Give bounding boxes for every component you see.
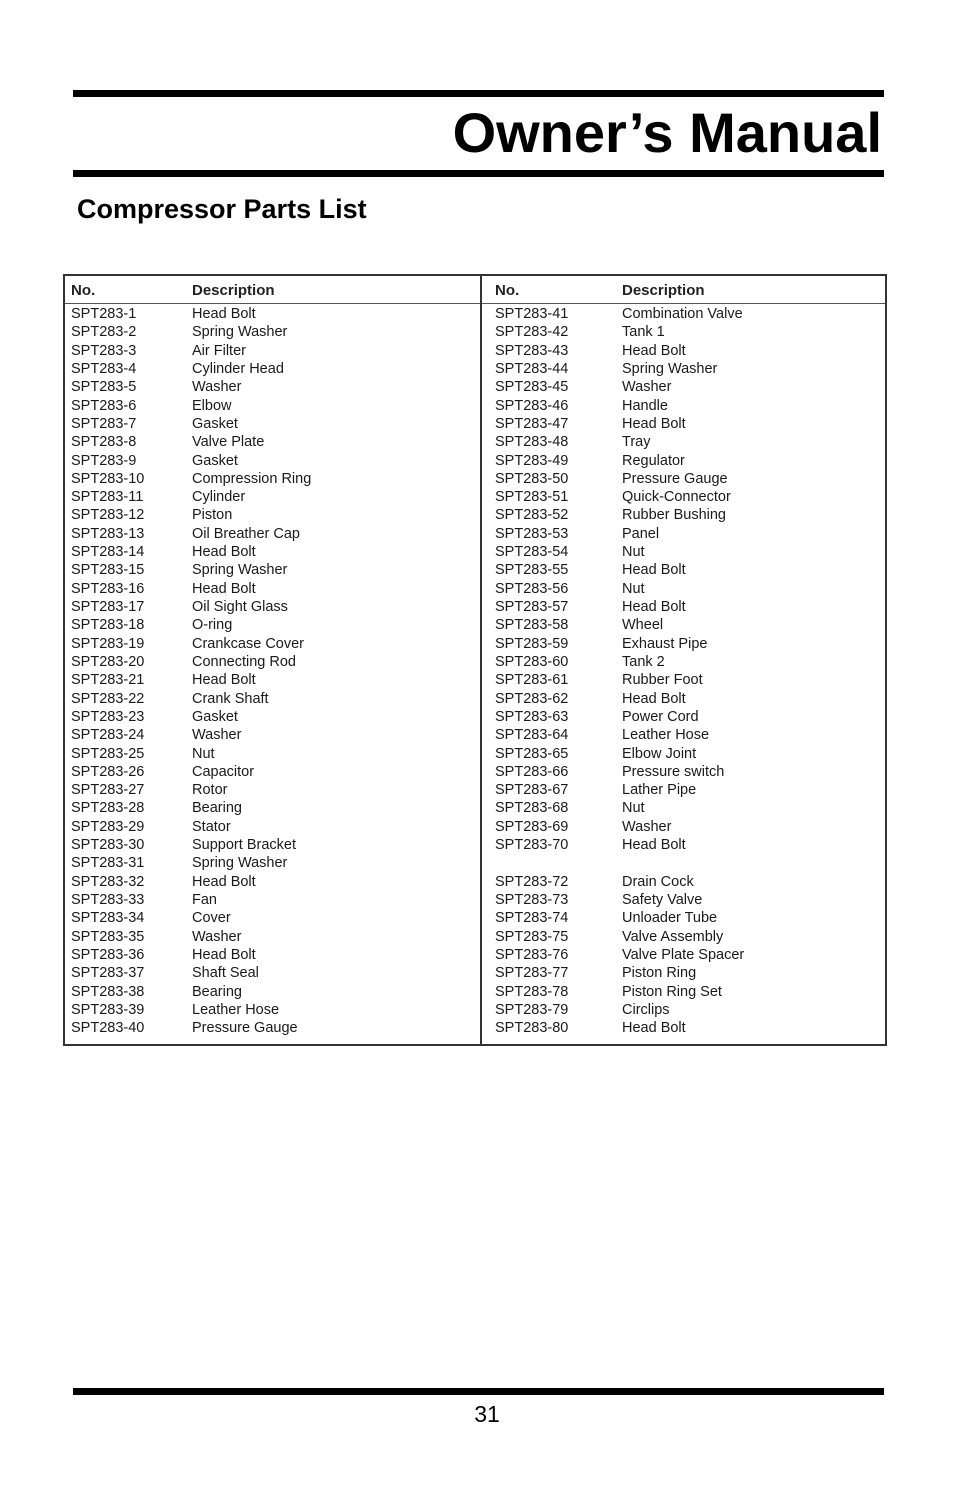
part-number-cell: SPT283-75	[495, 928, 569, 945]
part-number-cell: SPT283-31	[71, 855, 145, 872]
right-description-column	[622, 305, 744, 1038]
part-description-cell: Handle	[622, 397, 668, 414]
part-description-cell: Head Bolt	[192, 544, 256, 561]
part-number-cell: SPT283-61	[495, 672, 569, 689]
part-number-cell: SPT283-24	[71, 727, 145, 744]
section-title: Compressor Parts List	[77, 194, 367, 224]
part-number-cell: SPT283-48	[495, 434, 569, 451]
part-number-cell: SPT283-51	[495, 489, 569, 506]
part-number-cell: SPT283-60	[495, 653, 569, 670]
part-description-cell: Spring Washer	[192, 855, 288, 872]
part-number-cell: SPT283-18	[71, 617, 145, 634]
part-number-cell: SPT283-3	[71, 342, 137, 359]
part-description-cell: Head Bolt	[622, 342, 686, 359]
part-description-cell: Nut	[622, 580, 645, 597]
part-description-cell: Head Bolt	[192, 580, 256, 597]
part-number-cell: SPT283-8	[71, 434, 137, 451]
part-description-cell: Shaft Seal	[192, 965, 259, 982]
part-description-cell: Rotor	[192, 782, 228, 799]
part-description-cell	[622, 854, 744, 872]
part-number-cell	[495, 854, 568, 872]
part-number-cell: SPT283-67	[495, 782, 569, 799]
top-rule	[73, 90, 884, 97]
part-number-cell: SPT283-80	[495, 1020, 569, 1037]
part-number-cell: SPT283-43	[495, 342, 569, 359]
part-description-cell: Cylinder	[192, 489, 246, 506]
part-number-cell: SPT283-77	[495, 965, 569, 982]
part-number-cell: SPT283-25	[71, 745, 145, 762]
part-description-cell: Head Bolt	[622, 837, 686, 854]
part-description-cell: Head Bolt	[622, 599, 686, 615]
parts-table	[63, 274, 887, 1046]
part-description-cell: Washer	[622, 379, 672, 396]
part-description-cell: Gasket	[192, 708, 238, 725]
part-number-cell: SPT283-17	[71, 599, 145, 615]
part-description-cell: Combination Valve	[622, 306, 743, 322]
part-description-cell: Wheel	[622, 617, 664, 634]
part-description-cell: Air Filter	[192, 342, 246, 359]
part-number-cell: SPT283-45	[495, 379, 569, 396]
part-description-cell: Pressure Gauge	[622, 470, 728, 487]
part-number-cell: SPT283-30	[71, 837, 145, 854]
part-description-cell: Washer	[622, 818, 672, 835]
part-description-cell: Head Bolt	[192, 946, 256, 963]
part-description-cell: Oil Breather Cap	[192, 525, 300, 542]
page-title: Owner’s Manual	[452, 101, 882, 164]
part-description-cell: Gasket	[192, 452, 238, 469]
part-number-cell: SPT283-40	[71, 1020, 145, 1037]
part-description-cell: Tank 1	[622, 324, 665, 341]
title-underline-rule	[73, 170, 884, 177]
part-number-cell: SPT283-42	[495, 324, 569, 341]
part-description-cell: Washer	[192, 379, 242, 396]
header-description-left: Description	[192, 282, 275, 299]
part-description-cell: Connecting Rod	[192, 653, 296, 670]
part-description-cell: Power Cord	[622, 708, 699, 725]
part-number-cell: SPT283-76	[495, 946, 569, 963]
part-number-cell: SPT283-14	[71, 544, 145, 561]
part-description-cell: Leather Hose	[622, 727, 710, 744]
part-description-cell: Valve Assembly	[622, 928, 724, 945]
part-number-cell: SPT283-35	[71, 928, 145, 945]
part-number-cell: SPT283-19	[71, 635, 145, 652]
part-description-cell: Washer	[192, 928, 242, 945]
part-description-cell: Capacitor	[192, 763, 255, 780]
part-description-cell: Safety Valve	[622, 892, 703, 908]
part-number-cell: SPT283-37	[71, 965, 145, 982]
header-no-left: No.	[71, 282, 96, 299]
part-number-cell: SPT283-55	[495, 562, 569, 579]
part-description-cell: Oil Sight Glass	[192, 599, 288, 615]
part-number-cell: SPT283-50	[495, 470, 569, 487]
part-description-cell: Bearing	[192, 983, 242, 1000]
part-description-cell: Head Bolt	[622, 690, 686, 707]
part-number-cell: SPT283-6	[71, 397, 137, 414]
part-number-cell: SPT283-70	[495, 837, 569, 854]
part-description-cell: Tank 2	[622, 653, 665, 670]
part-description-cell: Crank Shaft	[192, 690, 269, 707]
table-column-divider	[480, 276, 482, 1044]
part-description-cell: Nut	[192, 745, 215, 762]
part-description-cell: Rubber Foot	[622, 672, 703, 689]
part-number-cell: SPT283-52	[495, 507, 569, 524]
part-description-cell: Washer	[192, 727, 242, 744]
part-number-cell: SPT283-2	[71, 324, 137, 341]
part-number-cell: SPT283-64	[495, 727, 569, 744]
part-description-cell: Spring Washer	[192, 562, 288, 579]
part-number-cell: SPT283-66	[495, 763, 569, 780]
part-number-cell: SPT283-4	[71, 360, 137, 377]
page-number: 31	[474, 1401, 500, 1427]
part-number-cell: SPT283-49	[495, 452, 569, 469]
part-description-cell: Leather Hose	[192, 1001, 280, 1018]
part-number-cell: SPT283-41	[495, 306, 569, 322]
part-description-cell: Rubber Bushing	[622, 507, 726, 524]
part-number-cell: SPT283-38	[71, 983, 145, 1000]
part-description-cell: Lather Pipe	[622, 782, 697, 799]
part-description-cell: Spring Washer	[622, 360, 718, 377]
left-description-column	[192, 305, 311, 1038]
part-description-cell: Nut	[622, 800, 645, 817]
footer-rule	[73, 1388, 884, 1395]
part-description-cell: Circlips	[622, 1001, 670, 1018]
part-number-cell: SPT283-15	[71, 562, 145, 579]
part-description-cell: Head Bolt	[192, 306, 256, 322]
part-number-cell: SPT283-32	[71, 873, 145, 890]
part-description-cell: Valve Plate Spacer	[622, 946, 745, 963]
part-number-cell: SPT283-12	[71, 507, 145, 524]
part-number-cell: SPT283-1	[71, 306, 137, 322]
part-description-cell: Drain Cock	[622, 873, 694, 890]
part-description-cell: O-ring	[192, 617, 233, 634]
part-description-cell: Compression Ring	[192, 470, 312, 487]
part-description-cell: Pressure Gauge	[192, 1020, 298, 1037]
part-number-cell: SPT283-11	[71, 489, 144, 506]
part-description-cell: Gasket	[192, 415, 238, 432]
part-number-cell: SPT283-22	[71, 690, 145, 707]
right-part-number-column	[495, 305, 568, 1038]
part-number-cell: SPT283-9	[71, 452, 137, 469]
part-description-cell: Piston Ring	[622, 965, 697, 982]
part-description-cell: Head Bolt	[622, 1020, 686, 1037]
part-description-cell: Unloader Tube	[622, 910, 718, 927]
part-description-cell: Quick-Connector	[622, 489, 731, 506]
part-description-cell: Elbow	[192, 397, 232, 414]
part-number-cell: SPT283-56	[495, 580, 569, 597]
part-description-cell: Stator	[192, 818, 231, 835]
part-description-cell: Cylinder Head	[192, 360, 284, 377]
part-number-cell: SPT283-72	[495, 873, 569, 890]
part-description-cell: Head Bolt	[622, 415, 686, 432]
part-description-cell: Nut	[622, 544, 645, 561]
part-number-cell: SPT283-20	[71, 653, 145, 670]
part-number-cell: SPT283-78	[495, 983, 569, 1000]
part-number-cell: SPT283-34	[71, 910, 145, 927]
part-description-cell: Spring Washer	[192, 324, 288, 341]
part-number-cell: SPT283-39	[71, 1001, 145, 1018]
part-description-cell: Crankcase Cover	[192, 635, 305, 652]
part-number-cell: SPT283-10	[71, 470, 145, 487]
part-number-cell: SPT283-58	[495, 617, 569, 634]
part-number-cell: SPT283-68	[495, 800, 569, 817]
part-description-cell: Valve Plate	[192, 434, 265, 451]
part-description-cell: Head Bolt	[192, 873, 256, 890]
header-no-right: No.	[495, 282, 520, 299]
part-number-cell: SPT283-29	[71, 818, 145, 835]
part-description-cell: Regulator	[622, 452, 685, 469]
part-number-cell: SPT283-62	[495, 690, 569, 707]
part-description-cell: Support Bracket	[192, 837, 296, 854]
part-number-cell: SPT283-47	[495, 415, 569, 432]
table-header-divider	[65, 303, 885, 304]
part-description-cell: Piston Ring Set	[622, 983, 722, 1000]
part-description-cell: Cover	[192, 910, 231, 927]
part-description-cell: Bearing	[192, 800, 242, 817]
left-part-number-column	[71, 305, 144, 1038]
part-number-cell: SPT283-74	[495, 910, 569, 927]
part-description-cell: Elbow Joint	[622, 745, 697, 762]
header-description-right: Description	[622, 282, 705, 299]
part-number-cell: SPT283-79	[495, 1001, 569, 1018]
part-number-cell: SPT283-59	[495, 635, 569, 652]
part-number-cell: SPT283-63	[495, 708, 569, 725]
part-description-cell: Head Bolt	[192, 672, 256, 689]
part-number-cell: SPT283-46	[495, 397, 569, 414]
part-number-cell: SPT283-69	[495, 818, 569, 835]
part-number-cell: SPT283-73	[495, 892, 569, 908]
part-number-cell: SPT283-21	[71, 672, 145, 689]
part-description-cell: Tray	[622, 434, 651, 451]
part-number-cell: SPT283-26	[71, 763, 145, 780]
part-description-cell: Panel	[622, 525, 660, 542]
part-number-cell: SPT283-44	[495, 360, 569, 377]
part-number-cell: SPT283-53	[495, 525, 569, 542]
part-number-cell: SPT283-27	[71, 782, 145, 799]
part-description-cell: Fan	[192, 892, 217, 908]
part-number-cell: SPT283-65	[495, 745, 569, 762]
part-number-cell: SPT283-5	[71, 379, 137, 396]
part-description-cell: Piston	[192, 507, 233, 524]
part-number-cell: SPT283-33	[71, 892, 145, 908]
part-number-cell: SPT283-36	[71, 946, 145, 963]
part-number-cell: SPT283-28	[71, 800, 145, 817]
part-number-cell: SPT283-7	[71, 415, 137, 432]
part-description-cell: Head Bolt	[622, 562, 686, 579]
part-number-cell: SPT283-13	[71, 525, 145, 542]
part-number-cell: SPT283-16	[71, 580, 145, 597]
part-number-cell: SPT283-23	[71, 708, 145, 725]
part-description-cell: Exhaust Pipe	[622, 635, 708, 652]
part-description-cell: Pressure switch	[622, 763, 725, 780]
part-number-cell: SPT283-54	[495, 544, 569, 561]
part-number-cell: SPT283-57	[495, 599, 569, 615]
